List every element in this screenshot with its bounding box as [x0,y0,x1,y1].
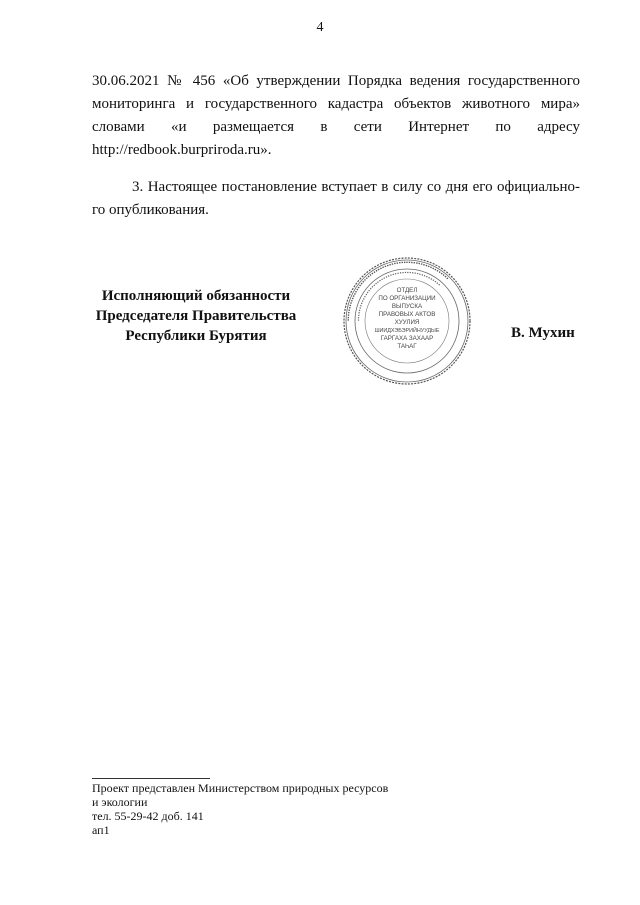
footnote-line: Проект представлен Министерством природных ресурсов [92,781,389,795]
stamp-text: ОТДЕЛ [396,287,418,294]
signatory-title-line: Республики Бурятия [125,328,267,344]
signatory-title-line: Исполняющий обязанности [101,288,291,304]
stamp-ring-pattern: ▪▪▪▪▪▪▪▪▪▪▪▪▪▪▪▪▪▪▪▪▪▪▪▪▪▪▪▪▪▪▪▪▪▪▪▪▪▪▪▪▪▪▪▪▪▪▪▪▪▪▪▪▪▪▪▪ [345,259,450,322]
stamp-text: ШИИДХЭБЭРИЙНУУДЫЕ [374,328,440,334]
stamp-inner-ring-pattern: ▪▪▪▪▪▪▪▪▪▪▪▪▪▪▪▪▪▪▪▪▪▪▪▪▪▪▪▪▪▪▪▪▪▪▪▪▪▪▪▪▪▪▪▪▪▪ [355,269,442,322]
paragraph-amendment [92,70,580,162]
stamp-text: ПРАВОВЫХ АКТОВ [378,311,436,318]
stamp-text: ТАҺАГ [397,343,417,350]
paragraph-line: словами «и размещается в сети Интернет по адресу [92,119,580,135]
paragraph-line: мониторинга и государственного кадастра объектов животного мира» [92,96,580,112]
footnote-line: и экологии [92,795,148,809]
footnote-line: ап1 [92,823,110,837]
footnote-divider [92,778,210,779]
signatory-name: В. Мухин [511,325,575,341]
paragraph-line: 30.06.2021 № 456 «Об утверждении Порядка ведения государственного [92,73,580,89]
stamp-text: ГАРГАХА ЗАХААР [380,335,434,342]
stamp-text: ВЫПУСКА [391,303,423,310]
paragraph-line: http://redbook.burpriroda.ru». [92,142,272,158]
footnote-line: тел. 55-29-42 доб. 141 [92,809,204,823]
paragraph-effective-date [92,176,580,222]
stamp-text: ХУУЛИЯ [394,319,420,326]
paragraph-line: 3. Настоящее постановление вступает в силу со дня его официально- [132,179,580,195]
page-number: 4 [316,20,324,35]
footnote [92,781,388,837]
signatory-title [80,286,312,346]
stamp-text: ПО ОРГАНИЗАЦИИ [378,295,436,302]
official-stamp [342,256,472,386]
paragraph-line: го опубликования. [92,202,209,218]
signatory-title-line: Председателя Правительства [95,308,297,324]
